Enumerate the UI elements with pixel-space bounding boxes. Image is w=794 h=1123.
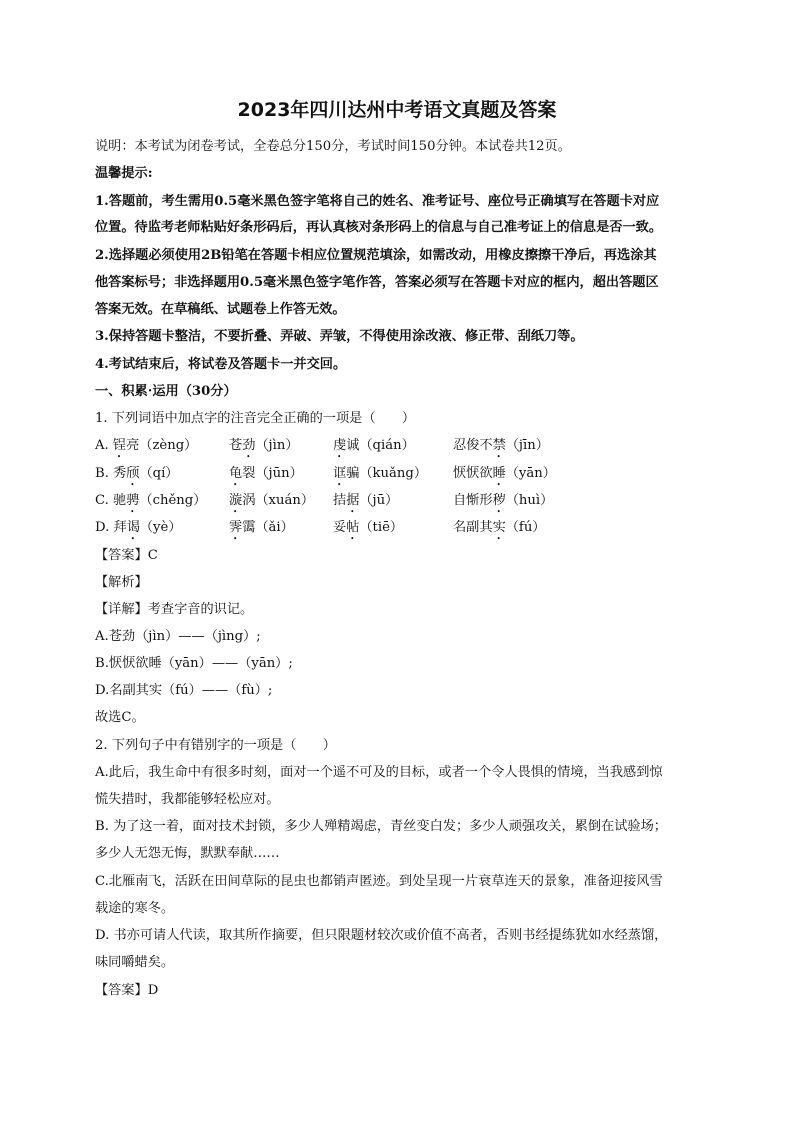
- exam-note: 说明：本考试为闭卷考试，全卷总分150分，考试时间150分钟。本试卷共12页。: [95, 139, 571, 154]
- question-1-option-item: [333, 437, 415, 461]
- page-title: 2023年四川达州中考语文真题及答案: [237, 99, 557, 121]
- question-1-option-item: [229, 437, 299, 461]
- question-1-option-item: [453, 492, 553, 516]
- question-1-option-item: [333, 492, 398, 516]
- tip-line: 4.考试结束后，将试卷及答题卡一并交回。: [95, 357, 347, 372]
- fix-line: D.名副其实（fú）——（fù）;: [95, 683, 273, 698]
- question-1-option-item: [453, 465, 556, 489]
- dotted-character: 诓: [333, 466, 347, 481]
- dotted-character: 锃: [112, 438, 127, 453]
- word-suffix-pinyin: （qí）: [139, 466, 179, 481]
- question-1-option-item: [95, 519, 182, 543]
- question-2-line: B. 为了这一着，面对技术封锁，多少人殚精竭虑，青丝变白发；多少人顽强攻关，累倒在试验场；: [95, 819, 667, 834]
- option-letter: B.: [95, 466, 114, 481]
- fix-line: A.苍劲（jìn）——（jìng）;: [95, 629, 261, 644]
- question-1-option-item: [95, 437, 197, 461]
- question-1-option-item: [453, 519, 546, 543]
- dotted-character: 谒: [126, 520, 140, 535]
- section-heading: 一、积累·运用（30分）: [95, 384, 237, 399]
- analysis-label: 【解析】: [95, 575, 148, 590]
- question-1-option-item: [229, 465, 303, 489]
- tip-line: 3.保持答题卡整洁，不要折叠、弄破、弄皱，不得使用涂改液、修正带、刮纸刀等。: [95, 329, 584, 344]
- word-suffix-pinyin: 裂（jūn）: [242, 466, 303, 481]
- dotted-character: 实: [492, 520, 506, 535]
- question-2-stem: 2. 下列句子中有错别字的一项是（ ）: [95, 738, 336, 753]
- dotted-character: 虔: [333, 438, 347, 453]
- question-1-option-item: [453, 437, 549, 461]
- question-2-line: A.此后，我生命中有很多时刻，面对一个遥不可及的目标，或者一个令人畏惧的情境，当我感到惊: [95, 765, 663, 780]
- answer-label: 【答案】C: [95, 548, 158, 563]
- word-suffix-pinyin: （fú）: [505, 520, 546, 535]
- question-1-stem: 1. 下列词语中加点字的注音完全正确的一项是（ ）: [95, 411, 416, 426]
- question-1-option-item: [95, 492, 206, 516]
- word-prefix: 苍: [229, 438, 243, 453]
- tip-line: 1.答题前，考生需用0.5毫米黑色签字笔将自己的姓名、准考证号、座位号正确填写在答题卡对应: [95, 194, 660, 209]
- tip-line: 答案无效。在草稿纸、试题卷上作答无效。: [95, 302, 346, 317]
- word-suffix-pinyin: （yè）: [139, 520, 182, 535]
- word-suffix-pinyin: 霭（ǎi）: [242, 520, 294, 535]
- word-suffix-pinyin: （jìn）: [255, 438, 299, 453]
- word-prefix: 拮: [333, 493, 347, 508]
- tip-line: 位置。待监考老师粘贴好条形码后，再认真核对条形码上的信息与自己准考证上的信息是否一致。: [95, 220, 663, 235]
- word-suffix-pinyin: 涡（xuán）: [242, 493, 315, 508]
- word-prefix: 恹恹欲: [453, 466, 493, 481]
- option-letter: D.: [95, 520, 114, 535]
- question-2-line: 载途的寒冬。: [95, 901, 175, 916]
- question-2-line: C.北雁南飞，活跃在田间草际的昆虫也都销声匿迹。到处呈现一片衰草连天的景象，准备迎接风雪: [95, 874, 663, 889]
- word-prefix: 忍俊不: [453, 438, 493, 453]
- question-2-line: 多少人无怨无悔，默默奉献……: [95, 846, 280, 861]
- word-suffix-pinyin: 诚（qián）: [346, 438, 415, 453]
- question-1-option-item: [229, 492, 314, 516]
- option-letter: C.: [95, 493, 114, 508]
- word-prefix: 驰: [113, 493, 127, 508]
- detail-label: 【详解】考查字音的识记。: [95, 602, 254, 617]
- word-suffix-pinyin: （yān）: [505, 466, 556, 481]
- word-suffix-pinyin: （jīn）: [505, 438, 549, 453]
- question-2-line: 味同嚼蜡矣。: [95, 955, 175, 970]
- dotted-character: 据: [346, 493, 360, 508]
- word-prefix: 妥: [333, 520, 347, 535]
- word-suffix-pinyin: 骗（kuǎng）: [346, 466, 428, 481]
- question-2-line: D. 书亦可请人代读，取其所作摘要，但只限题材较次或价值不高者，否则书经提练犹如水经蒸馏，: [95, 928, 668, 943]
- question-1-option-item: [333, 465, 427, 489]
- tip-line: 他答案标号；非选择题用0.5毫米黑色签字笔作答，答案必须写在答题卡对应的框内，超出答题区: [95, 275, 659, 290]
- word-suffix-pinyin: （tiē）: [359, 520, 404, 535]
- word-prefix: 名副其: [453, 520, 493, 535]
- tip-line: 2.选择题必须使用2B铅笔在答题卡相应位置规范填涂，如需改动，用橡皮擦擦干净后，再选涂其: [95, 248, 657, 263]
- dotted-character: 霁: [229, 520, 243, 535]
- tips-heading: 温馨提示:: [95, 166, 153, 181]
- dotted-character: 睡: [492, 466, 506, 481]
- question-1-option-item: [95, 465, 179, 489]
- word-suffix-pinyin: （jū）: [359, 493, 399, 508]
- question-1-option-item: [229, 519, 294, 543]
- conclusion-line: 故选C。: [95, 710, 145, 725]
- dotted-character: 骋: [126, 493, 140, 508]
- dotted-character: 秽: [492, 493, 506, 508]
- dotted-character: 颀: [126, 466, 140, 481]
- answer-label: 【答案】D: [95, 983, 159, 998]
- dotted-character: 禁: [492, 438, 506, 453]
- dotted-character: 龟: [229, 466, 243, 481]
- word-suffix-pinyin: 亮（zèng）: [126, 438, 198, 453]
- question-2-line: 慌失措时，我都能够轻松应对。: [95, 792, 280, 807]
- word-prefix: 秀: [113, 466, 127, 481]
- word-suffix-pinyin: （chěng）: [139, 493, 207, 508]
- dotted-character: 劲: [242, 438, 256, 453]
- word-prefix: 自惭形: [453, 493, 493, 508]
- option-letter: A.: [95, 438, 113, 453]
- dotted-character: 帖: [346, 520, 360, 535]
- fix-line: B.恹恹欲睡（yān）——（yān）;: [95, 656, 293, 671]
- word-suffix-pinyin: （huì）: [505, 493, 554, 508]
- question-1-option-item: [333, 519, 403, 543]
- dotted-character: 漩: [229, 493, 243, 508]
- word-prefix: 拜: [113, 520, 127, 535]
